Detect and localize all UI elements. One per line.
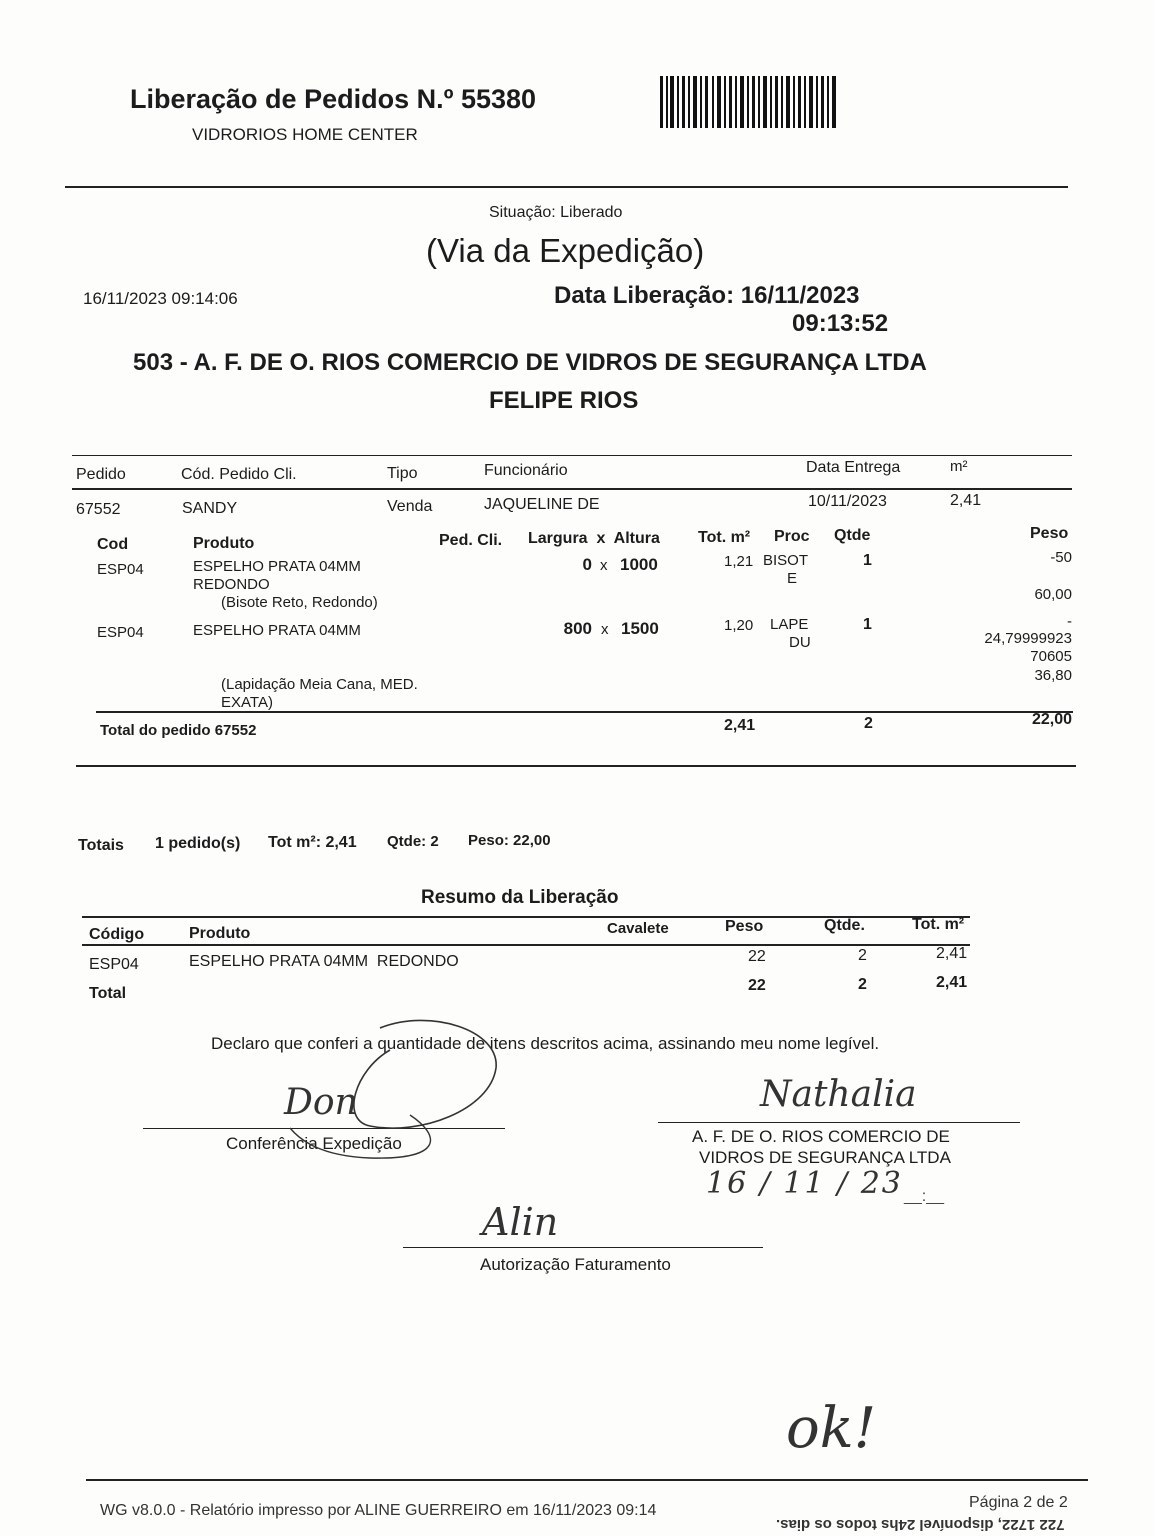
item-width: 0 [582,555,592,574]
footer-page: Página 2 de 2 [969,1494,1068,1511]
order-total-weight: 22,00 [1031,711,1072,728]
item-tot-m2: 1,20 [724,617,754,634]
items-col-ped-cli: Ped. Cli. [439,532,503,549]
item-detail-cont: EXATA) [221,694,273,711]
handwritten-date: 16 / 11 / 23 [706,1166,903,1201]
order-total-m2: 2,41 [724,717,756,734]
summary-col-peso: Peso [725,918,764,935]
summary-row-produto: ESPELHO PRATA 04MM REDONDO [189,953,459,970]
item-x: x [601,621,609,638]
summary-total-tot-m2: 2,41 [936,974,968,991]
summary-col-cavalete: Cavalete [607,920,669,937]
signature-company-line1: A. F. DE O. RIOS COMERCIO DE [692,1127,950,1146]
divider [72,455,1072,456]
footer-printed-by: WG v8.0.0 - Relatório impresso por ALINE GUERREIRO em 16/11/2023 09:14 [100,1502,657,1519]
item-product: ESPELHO PRATA 04MM [193,622,361,639]
signature-conferencia: Don [284,1082,358,1123]
item-product: ESPELHO PRATA 04MM [193,558,361,575]
order-delivery-date: 10/11/2023 [808,493,887,510]
col-tipo: Tipo [387,465,418,482]
item-weight-cont: 70605 [1030,648,1072,665]
item-proc: BISOT [763,552,809,569]
totals-orders: 1 pedido(s) [155,835,241,852]
summary-col-tot-m2: Tot. m² [912,916,965,933]
order-number: 67552 [76,501,121,518]
item-proc-cont: E [787,570,798,587]
signature-label-conferencia: Conferência Expedição [226,1134,402,1153]
signature-faturamento: Alin [482,1200,559,1244]
order-type: Venda [387,498,433,515]
divider [65,186,1068,188]
divider [76,765,1076,767]
item-proc: LAPE [770,616,809,633]
item-weight-sign: - [1067,613,1072,630]
summary-row-tot-m2: 2,41 [936,945,968,962]
item-proc-cont: DU [789,634,811,651]
items-col-tot-m2: Tot. m² [698,529,751,546]
divider [72,488,1072,490]
order-total-label: Total do pedido 67552 [100,722,257,739]
item-height: 1500 [621,619,659,638]
summary-col-codigo: Código [89,926,145,943]
items-col-proc: Proc [774,528,810,545]
declaration-text: Declaro que conferi a quantidade de itens descritos acima, assinando meu nome legível. [211,1034,880,1053]
totals-m2: Tot m²: 2,41 [268,834,357,851]
order-client-code: SANDY [182,500,238,517]
item-detail: (Lapidação Meia Cana, MED. [221,676,418,693]
item-weight: -50 [1050,549,1072,566]
order-total-qty: 2 [864,715,873,732]
divider [86,1479,1088,1481]
summary-total-qtde: 2 [858,976,867,993]
handwritten-loop [260,1010,520,1170]
item-weight-value: 36,80 [1034,667,1072,684]
summary-total-peso: 22 [748,977,766,994]
item-x: x [600,557,608,574]
items-col-largura-altura: Largura x Altura [528,530,660,547]
order-employee: JAQUELINE DE [484,496,600,513]
summary-row-qtde: 2 [858,947,867,964]
col-m2: m² [950,458,968,475]
summary-col-produto: Produto [189,925,251,942]
item-weight-value: 60,00 [1034,586,1072,603]
totals-weight: Peso: 22,00 [468,832,551,849]
handwritten-ok: ok! [786,1396,877,1461]
client-contact: FELIPE RIOS [489,387,639,414]
summary-row-codigo: ESP04 [89,956,139,973]
report-title: Liberação de Pedidos N.º 55380 [130,84,537,114]
item-height: 1000 [620,555,658,574]
company-name: VIDRORIOS HOME CENTER [192,125,418,144]
item-qty: 1 [863,616,872,633]
summary-title: Resumo da Liberação [421,887,619,908]
col-data-entrega: Data Entrega [806,459,901,476]
release-time: 09:13:52 [792,310,889,337]
release-date-label: Data Liberação: 16/11/2023 [554,282,860,309]
totals-qty: Qtde: 2 [387,833,439,850]
items-col-produto: Produto [193,535,255,552]
item-code: ESP04 [97,624,144,641]
printed-datetime: 16/11/2023 09:14:06 [83,289,238,308]
barcode [660,76,836,128]
divider [82,944,970,946]
items-col-qtde: Qtde [834,527,871,544]
item-qty: 1 [863,552,872,569]
order-m2: 2,41 [950,492,982,509]
signature-client: Nathalia [760,1074,917,1115]
summary-row-peso: 22 [748,948,766,965]
item-width: 800 [563,619,592,638]
signature-line-faturamento [403,1247,763,1248]
time-blank: __:__ [904,1188,945,1205]
divider [96,711,1073,713]
item-product-cont: REDONDO [193,576,270,593]
summary-col-qtde: Qtde. [824,917,865,934]
copy-type: (Via da Expedição) [426,232,705,269]
item-code: ESP04 [97,561,144,578]
items-col-peso: Peso [1030,525,1069,542]
col-funcionario: Funcionário [484,462,568,479]
items-col-cod: Cod [97,536,129,553]
item-detail: (Bisote Reto, Redondo) [221,594,378,611]
signature-label-faturamento: Autorização Faturamento [480,1255,671,1274]
totals-label: Totais [78,837,124,854]
col-cod-pedido-cli: Cód. Pedido Cli. [181,466,297,483]
signature-company-line2: VIDROS DE SEGURANÇA LTDA [699,1148,951,1167]
footer-bleed-text: 722 1722, disponível 24hs todos os dias. [776,1516,1065,1533]
signature-line-client [658,1122,1020,1123]
client-name: 503 - A. F. DE O. RIOS COMERCIO DE VIDROS DE SEGURANÇA LTDA [133,349,927,376]
summary-total-label: Total [89,985,127,1002]
status-label: Situação: Liberado [489,204,623,221]
col-pedido: Pedido [76,466,126,483]
item-tot-m2: 1,21 [724,553,754,570]
item-weight: 24,79999923 [984,630,1072,647]
